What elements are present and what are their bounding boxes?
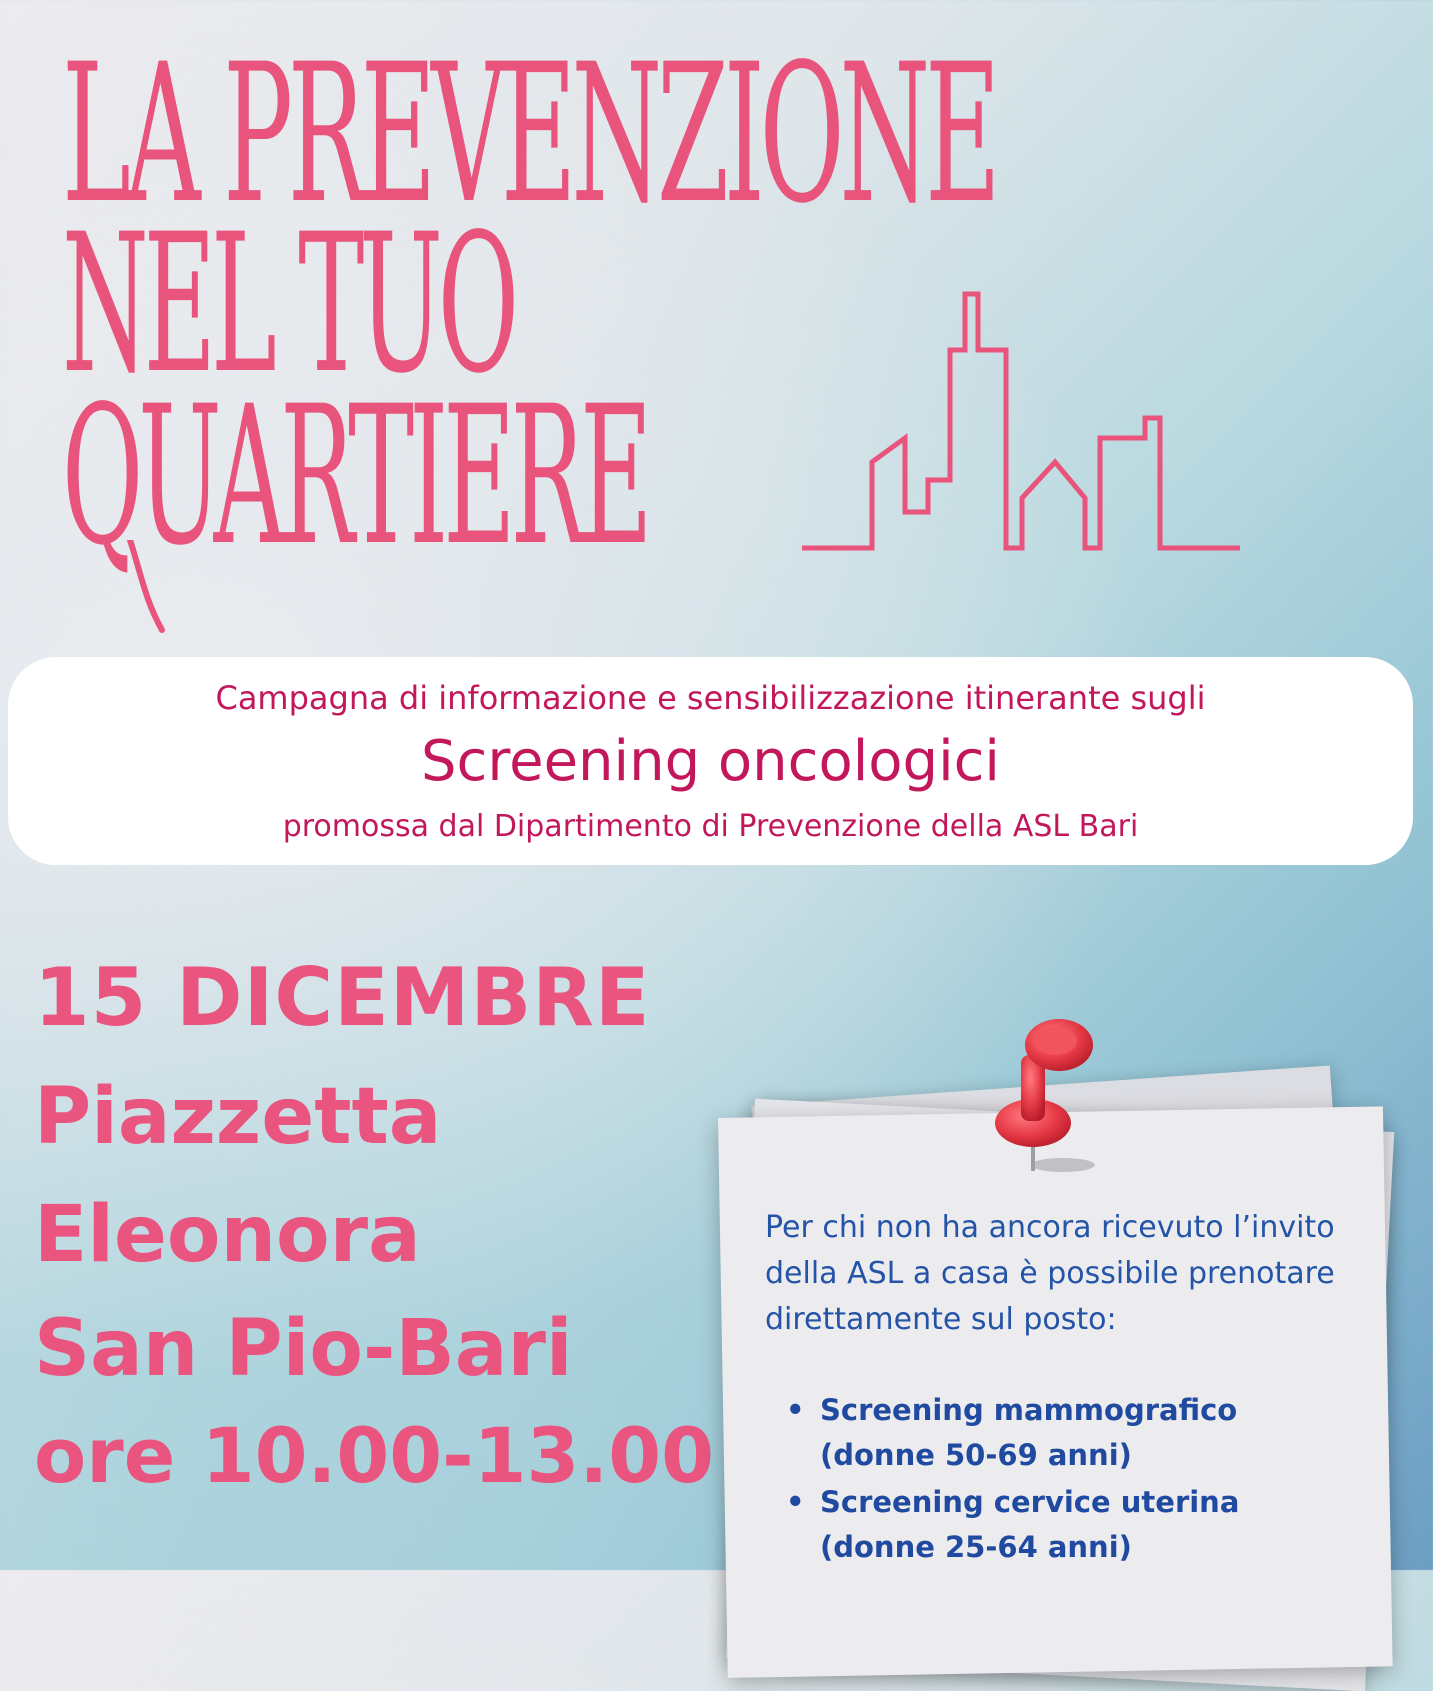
event-place-line-2: Eleonora [34, 1190, 421, 1280]
screening-age-range: (donne 50-69 anni) [820, 1438, 1132, 1472]
q-tail-decoration [100, 540, 170, 635]
campaign-promoter: promossa dal Dipartimento di Prevenzione della ASL Bari [282, 809, 1139, 844]
bullet-icon: • [786, 1393, 805, 1427]
screening-age-range: (donne 25-64 anni) [820, 1530, 1132, 1564]
title-line-1: LA PREVENZIONE [62, 21, 996, 246]
screening-list [782, 1388, 1382, 1572]
campaign-description: Campagna di informazione e sensibilizzazione itinerante sugli [215, 679, 1206, 717]
pushpin-icon [985, 1015, 1105, 1175]
title-line-3: QUARTIERE [62, 363, 648, 588]
title-line-2: NEL TUO [62, 191, 515, 416]
event-time: ore 10.00-13.00 [34, 1411, 715, 1500]
campaign-topic: Screening oncologici [420, 729, 1000, 794]
event-place-line-3: San Pio-Bari [34, 1304, 573, 1394]
list-item [782, 1480, 1382, 1570]
event-date: 15 DICEMBRE [34, 951, 651, 1044]
bullet-icon: • [786, 1485, 805, 1519]
event-place-line-1: Piazzetta [34, 1072, 442, 1162]
screening-title: Screening cervice uterina [820, 1485, 1240, 1519]
campaign-info-box [8, 657, 1413, 865]
note-intro: Per chi non ha ancora ricevuto l’invito della ASL a casa è possibile prenotare direttamente sul posto: [765, 1210, 1335, 1337]
screening-title: Screening mammografico [820, 1393, 1238, 1427]
skyline-icon [800, 290, 1245, 555]
list-item [782, 1388, 1382, 1478]
